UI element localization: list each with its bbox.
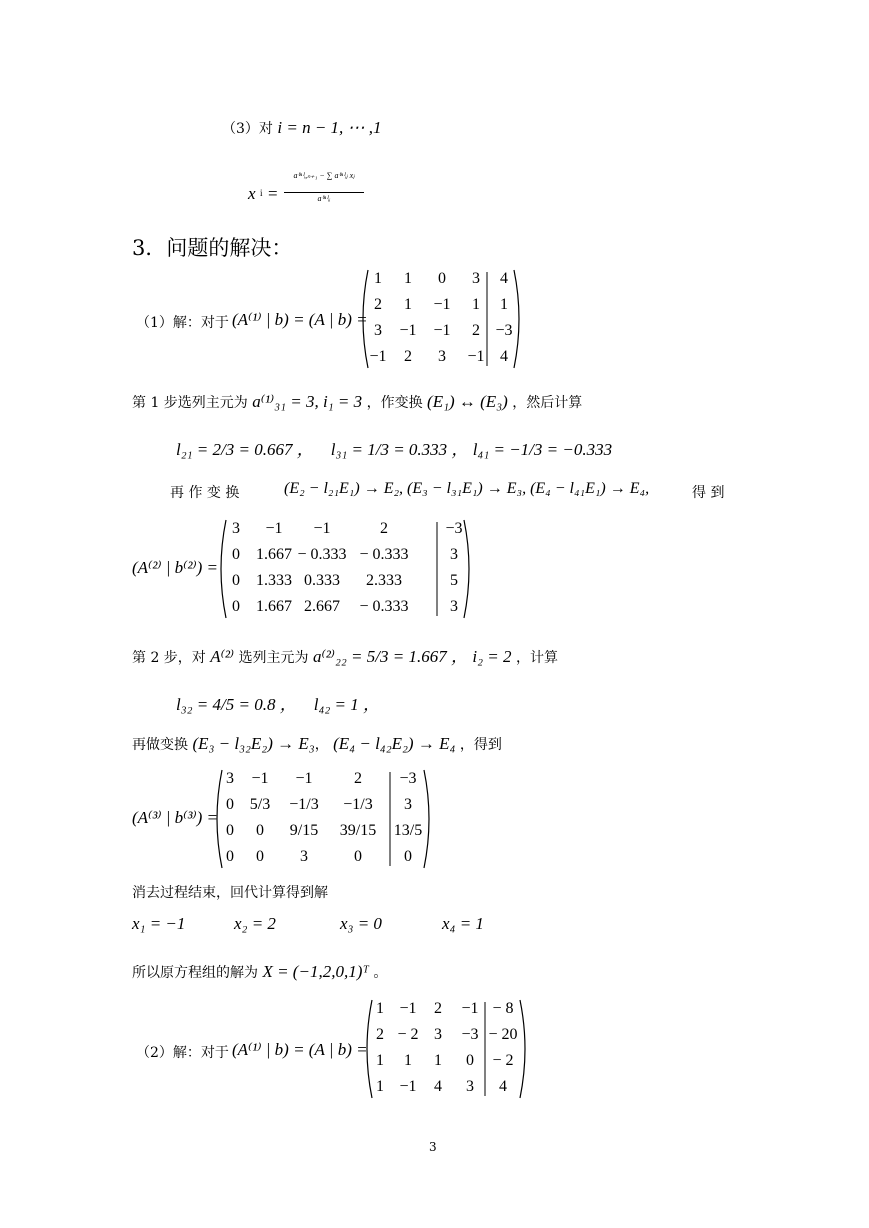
step1-text-b: ，作变换 xyxy=(366,395,423,411)
matrix-cell: − 0.333 xyxy=(359,598,409,615)
matrix-cell: 2.333 xyxy=(366,572,402,589)
step2-text-b: 选列主元为 xyxy=(238,650,309,666)
transform1: (E₂ − l₂₁E₁) → E₂, (E₃ − l₃₁E₁) → E₃, (E₄ − l₄₁E₁) → E₄, xyxy=(284,480,650,497)
final-line xyxy=(132,962,387,982)
solution-x1: x₁ = −1 xyxy=(132,914,186,933)
matrix-cell: 0 xyxy=(466,1052,474,1069)
step3-range: i = n − 1, ⋯ ,1 xyxy=(277,118,382,137)
solution-x4: x₄ = 1 xyxy=(442,914,484,933)
part2-label: （2）解：对于 xyxy=(136,1045,229,1061)
matrix-2-brackets xyxy=(214,516,476,622)
matrix-cell: 3 xyxy=(300,848,308,865)
matrix-cell: 0 xyxy=(256,822,264,839)
matrix-cell: 0 xyxy=(226,848,234,865)
step2-A: A⁽²⁾ xyxy=(210,647,235,666)
part2-lhs: (A⁽¹⁾ | b) = (A | b) = xyxy=(232,1040,368,1059)
matrix-cell: 3 xyxy=(434,1026,442,1043)
transform2-suffix: ，得到 xyxy=(459,737,502,753)
matrix3-lhs: (A⁽³⁾ | b⁽³⁾) = xyxy=(132,808,218,827)
matrix-cell: 4 xyxy=(434,1078,442,1095)
step3-label: （3）对 xyxy=(222,121,273,137)
l32-value: l₃₂ = 4/5 = 0.8 ， xyxy=(176,695,297,714)
matrix-cell: − 0.333 xyxy=(359,546,409,563)
matrix-cell: 0 xyxy=(226,822,234,839)
matrix-cell: 1 xyxy=(404,1052,412,1069)
matrix-cell: −3 xyxy=(445,520,463,537)
matrix-cell: 2 xyxy=(354,770,362,787)
matrix-cell: −1/3 xyxy=(343,796,373,813)
solution-x3: x₃ = 0 xyxy=(340,914,382,933)
matrix-cell: 3 xyxy=(438,348,446,365)
matrix-3 xyxy=(210,766,436,872)
transform1-suffix: 得 到 xyxy=(692,485,725,501)
matrix-cell: 3 xyxy=(404,796,412,813)
step1-text-a: 第 1 步选列主元为 xyxy=(132,395,248,411)
matrix-cell: −1 xyxy=(467,348,485,365)
matrix-cell: −3 xyxy=(399,770,417,787)
l42-value: l₄₂ = 1 ， xyxy=(313,695,380,714)
matrix-cell: 1 xyxy=(376,1078,384,1095)
matrix-cell: −1 xyxy=(433,322,451,339)
matrix-cell: −1 xyxy=(433,296,451,313)
matrix-cell: 5 xyxy=(450,572,458,589)
transform2b: (E₄ − l₄₂E₂) → E₄ xyxy=(333,734,456,753)
matrix-4 xyxy=(360,996,530,1102)
step2-i: i₂ = 2 xyxy=(472,647,512,666)
matrix-cell: − 20 xyxy=(488,1026,518,1043)
matrix-cell: 0 xyxy=(232,572,240,589)
transform2-prefix: 再做变换 xyxy=(132,737,188,753)
step1-pivot: a⁽¹⁾₃₁ = 3, i₁ = 3 xyxy=(252,392,363,411)
matrix-cell: 1 xyxy=(376,1000,384,1017)
l41-value: l₄₁ = −1/3 = −0.333 xyxy=(472,440,613,459)
matrix-cell: 3 xyxy=(374,322,382,339)
matrix-cell: −1/3 xyxy=(289,796,319,813)
transform2a: (E₃ − l₃₂E₂) → E₃ xyxy=(192,734,315,753)
step2-pivot: a⁽²⁾₂₂ = 5/3 = 1.667 ， xyxy=(313,647,468,666)
matrix-cell: −3 xyxy=(461,1026,479,1043)
solution-x2: x₂ = 2 xyxy=(234,914,276,933)
matrix-2 xyxy=(214,516,476,622)
matrix-cell: 4 xyxy=(499,1078,507,1095)
matrix-cell: 2 xyxy=(374,296,382,313)
matrix-cell: −1 xyxy=(399,1078,417,1095)
matrix-cell: 0 xyxy=(232,546,240,563)
matrix-cell: 1 xyxy=(404,296,412,313)
part1-lhs: (A⁽¹⁾ | b) = (A | b) = xyxy=(232,310,368,329)
matrix-1 xyxy=(356,266,526,372)
matrix-cell: 3 xyxy=(472,270,480,287)
matrix-cell: 0 xyxy=(438,270,446,287)
formula-fraction xyxy=(284,170,364,205)
l31-value: l₃₁ = 1/3 = 0.333 ， xyxy=(330,440,469,459)
matrix-cell: 1.333 xyxy=(256,572,292,589)
matrix-cell: −1 xyxy=(399,1000,417,1017)
elimination-end: 消去过程结束，回代计算得到解 xyxy=(132,885,328,901)
matrix-cell: 0 xyxy=(404,848,412,865)
matrix-cell: 1 xyxy=(374,270,382,287)
matrix-cell: 13/5 xyxy=(393,822,423,839)
matrix-cell: −1 xyxy=(251,770,269,787)
part1-label: （1）解：对于 xyxy=(136,315,229,331)
matrix-cell: − 2 xyxy=(492,1052,514,1069)
page-number: 3 xyxy=(429,1140,437,1154)
matrix-cell: 4 xyxy=(500,348,508,365)
matrix-cell: 5/3 xyxy=(249,796,271,813)
matrix-cell: − 0.333 xyxy=(297,546,347,563)
formula-denominator: a⁽ⁿ⁾ᵢᵢ xyxy=(317,194,331,203)
matrix-cell: 3 xyxy=(450,598,458,615)
matrix-cell: 4 xyxy=(500,270,508,287)
matrix-cell: 1.667 xyxy=(256,598,292,615)
step2-text-a: 第 2 步，对 xyxy=(132,650,206,666)
matrix-cell: 2 xyxy=(380,520,388,537)
step1-line xyxy=(132,392,582,412)
step1-swap: (E₁) ↔ (E₃) xyxy=(427,392,508,411)
step2-text-c: ，计算 xyxy=(515,650,558,666)
matrix-cell: − 8 xyxy=(492,1000,514,1017)
matrix-cell: 0 xyxy=(226,796,234,813)
matrix-cell: 0 xyxy=(256,848,264,865)
matrix-cell: −1 xyxy=(265,520,283,537)
matrix-cell: 1 xyxy=(434,1052,442,1069)
matrix-cell: −1 xyxy=(295,770,313,787)
l-values-1 xyxy=(176,435,612,460)
matrix-cell: 3 xyxy=(450,546,458,563)
transform2-line: 再做变换 (E₃ − l₃₂E₂) → E₃， (E₄ − l₄₂E₂) → E₄ ，得到 xyxy=(132,734,502,753)
matrix-cell: 1 xyxy=(404,270,412,287)
matrix-cell: 3 xyxy=(232,520,240,537)
matrix-cell: 0 xyxy=(232,598,240,615)
matrix-cell: −1 xyxy=(313,520,331,537)
matrix-cell: 2.667 xyxy=(304,598,340,615)
matrix-cell: 2 xyxy=(434,1000,442,1017)
matrix-cell: −1 xyxy=(369,348,387,365)
final-text-b: 。 xyxy=(373,965,388,981)
matrix-cell: 3 xyxy=(226,770,234,787)
matrix-cell: 2 xyxy=(472,322,480,339)
formula-lhs: x xyxy=(248,184,256,203)
l-values-2 xyxy=(176,690,380,715)
step1-text-c: ，然后计算 xyxy=(512,395,583,411)
final-solution: X = (−1,2,0,1)ᵀ xyxy=(262,962,369,981)
matrix-cell: 1.667 xyxy=(256,546,292,563)
matrix-cell: 2 xyxy=(376,1026,384,1043)
matrix-cell: 2 xyxy=(404,348,412,365)
section-title: 3．问题的解决： xyxy=(132,236,293,260)
l21-value: l₂₁ = 2/3 = 0.667 ， xyxy=(176,440,314,459)
matrix-cell: 0.333 xyxy=(304,572,340,589)
transform1-prefix: 再 作 变 换 xyxy=(170,485,240,501)
matrix-cell: −3 xyxy=(495,322,513,339)
matrix-cell: 3 xyxy=(466,1078,474,1095)
matrix-cell: 0 xyxy=(354,848,362,865)
matrix2-lhs: (A⁽²⁾ | b⁽²⁾) = xyxy=(132,558,218,577)
final-text-a: 所以原方程组的解为 xyxy=(132,965,258,981)
matrix-cell: 39/15 xyxy=(339,822,377,839)
matrix-cell: 1 xyxy=(472,296,480,313)
matrix-cell: −1 xyxy=(461,1000,479,1017)
step3-line xyxy=(222,118,382,138)
step2-line xyxy=(132,642,558,667)
matrix-cell: − 2 xyxy=(397,1026,419,1043)
matrix-cell: −1 xyxy=(399,322,417,339)
matrix-cell: 1 xyxy=(376,1052,384,1069)
matrix-cell: 1 xyxy=(500,296,508,313)
matrix-cell: 9/15 xyxy=(289,822,319,839)
formula-numerator: a⁽ⁿ⁾ᵢ,ₙ₊₁ − ∑ a⁽ⁿ⁾ᵢⱼ xⱼ xyxy=(293,171,355,180)
